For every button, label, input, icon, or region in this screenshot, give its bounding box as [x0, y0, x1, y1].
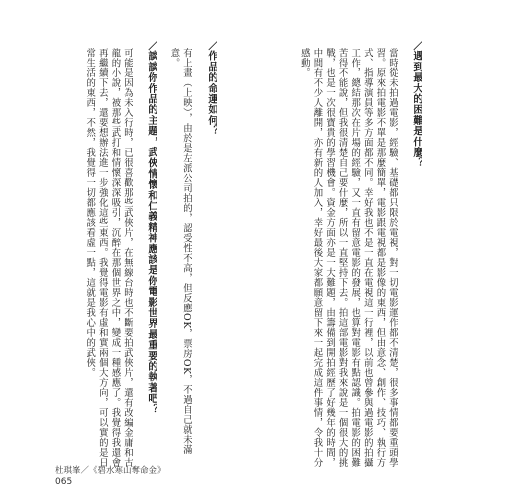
question-heading: ／作品的命運如何？: [206, 40, 217, 137]
footer-credit: 杜琪峯／《碧水寒山奪命金》: [55, 466, 166, 476]
question-heading: ／談談你作品的主題，武俠情懷和仁義精神應該是你電影世界最重要的執著吧？: [146, 40, 157, 415]
answer-paragraph: 有上畫（上映），由於是左派公司拍的，認受性不高，但反應OK，票房OK，不過自己就未滿意。: [168, 48, 192, 455]
question-heading: ／遇到最大的困難是什麼？: [411, 40, 422, 169]
page-footer: [55, 464, 166, 487]
answer-paragraph: 當時從未拍過電影，經驗、基礎都只限於電視，對一切電影運作都不清楚，很多事情都要重頭學習。原來拍電影不單是那麼簡單，電影跟電視都是影像的東西，但由意念、創作、技巧、執行方式、指導演員等多方面都不同。幸好我也不是一直在電視這一行裡，以前也曾參與過電影的拍攝工作，總結那次在片場的經驗，又一直有留意電影的發展，也算對電影有點認識。拍電影的困難苦得不能說，但我很清楚自己要什麼，所以一直堅持下去。拍這部電影對我來說是一個很大的挑戰，也是一次很寶貴的學習機會。資金方面亦是一大難題，由籌備到開拍經歷了好幾年的時間，中間有不少人離開，亦有新的人加入，幸好最後大家都願意留下來一起完成這件事情，令我十分感動。: [298, 48, 398, 468]
page-number: 065: [55, 477, 73, 487]
answer-paragraph: 可能是因為未入行時，已很喜歡那些武俠片，在無線台時也不斷要拍武俠片，還有改編金庸和古龍的小說，被那些武打和情懷深深吸引，沉醉在那個世界之中，變成一種感應了。我覺得我還會再繼續下去，還要想辦法進一步強化這些東西。我覺得電影有虛和實兩個大方向，可以實的是日常生活的東西，不然，我覺得一切都應該看虛一點，這就是我心中的武俠。: [84, 48, 133, 468]
